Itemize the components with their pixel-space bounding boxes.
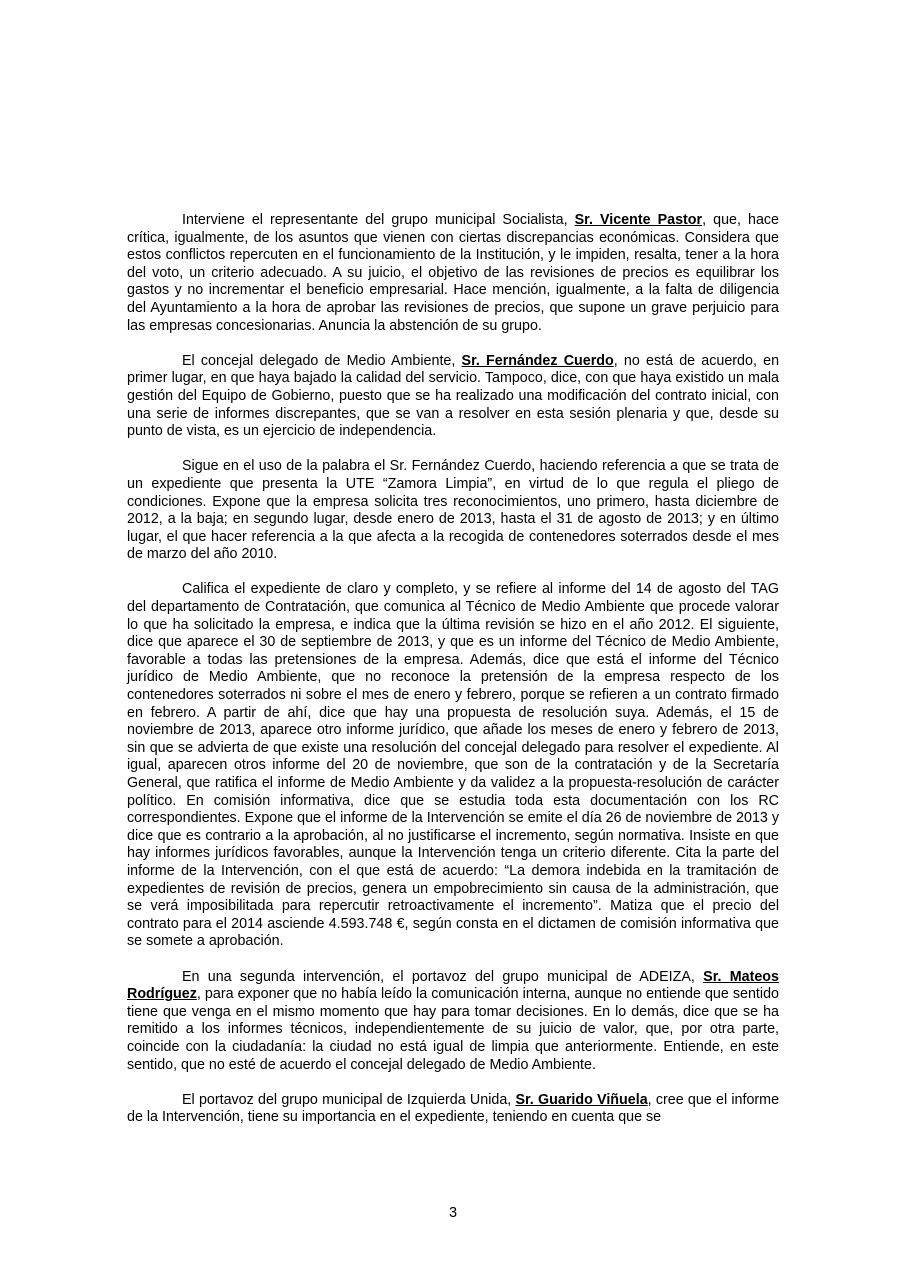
paragraph-run: El concejal delegado de Medio Ambiente, [182, 352, 462, 369]
person-name-ref: Sr. Vicente Pastor [574, 212, 703, 228]
paragraph [127, 969, 779, 1075]
person-name-ref: Sr. Fernández Cuerdo [461, 352, 614, 369]
person-name-ref: Sr. Mateos Rodríguez [127, 968, 779, 1003]
paragraph [127, 458, 779, 564]
paragraph-run: Sigue en el uso de la palabra el Sr. Fernández Cuerdo, haciendo referencia a que se trata de un expediente que presenta la UTE “Zamora Limpia”, en virtud de lo que regula el pliego de condiciones. Expone que la empresa solicita tres reconocimientos, uno primero, hasta diciembre de 2012, a la baja; en segundo lugar, desde enero de 2013, hasta el 31 de agosto de 2013; y en último lugar, el que hacer referencia a la que afecta a la recogida de contenedores soterrados desde el mes de marzo del año 2010. [127, 458, 779, 563]
paragraph-run: , no está de acuerdo, en primer lugar, en que haya bajado la calidad del servicio. Tampoco, dice, con que haya existido un mala gestión del Equipo de Gobierno, puesto que se ha realizado una modificación del contrato inicial, con una serie de informes discrepantes, que se van a resolver en esta sesión plenaria y que, desde su punto de vista, es un ejercicio de independencia. [127, 352, 780, 440]
document-body [127, 212, 779, 1127]
paragraph [127, 1092, 779, 1127]
paragraph-run: El portavoz del grupo municipal de Izquierda Unida, [182, 1091, 516, 1108]
paragraph-run: , que, hace crítica, igualmente, de los asuntos que vienen con ciertas discrepancias económicas. Considera que estos conflictos repercuten en el funcionamiento de la Institución, y le impiden, resalta, tener a la hora del voto, un criterio adecuado. A su juicio, el objetivo de las revisiones de precios es equilibrar los gastos y no incrementar el beneficio empresarial. Hace mención, igualmente, a la falta de diligencia del Ayuntamiento a la hora de aprobar las revisiones de precios, que supone un grave perjuicio para las empresas concesionarias. Anuncia la abstención de su grupo. [127, 212, 779, 334]
paragraph [127, 212, 779, 335]
paragraph-run: Califica el expediente de claro y completo, y se refiere al informe del 14 de agosto del TAG del departamento de Contratación, que comunica al Técnico de Medio Ambiente que procede valorar lo que ha solicitado la empresa, e indica que la última revisión se hizo en el año 2012. El siguiente, dice que aparece el 30 de septiembre de 2013, y que es un informe del Técnico de Medio Ambiente, favorable a todas las pretensiones de la empresa. Además, dice que está el informe del Técnico jurídico de Medio Ambiente, que no reconoce la pretensión de la empresa respecto de los contenedores soterrados ni sobre el mes de enero y febrero, porque se refieren a un contrato firmado en febrero. A partir de ahí, dice que hay una propuesta de resolución suya. Además, el 15 de noviembre de 2013, aparece otro informe jurídico, que añade los meses de enero y febrero de 2013, sin que se advierta de que existe una resolución del concejal delegado para resolver el expediente. Al igual, aparecen otros informe del 20 de noviembre, que son de la contratación y de la Secretaría General, que ratifica el informe de Medio Ambiente y da validez a la propuesta-resolución de carácter político. En comisión informativa, dice que se estudia toda esta documentación con los RC correspondientes. Expone que el informe de la Intervención se emite el día 26 de noviembre de 2013 y dice que es contrario a la aprobación, al no justificarse el incremento, según normativa. Insiste en que hay informes jurídicos favorables, aunque la Intervención tenga un criterio diferente. Cita la parte del informe de la Intervención, con el que está de acuerdo: “La demora indebida en la tramitación de expedientes de revisión de precios, genera un empobrecimiento sin causa de la administración, que se verá imposibilitada para repercutir retroactivamente el incremento”. Matiza que el precio del contrato para el 2014 asciende 4.593.748 €, según consta en el dictamen de comisión informativa que se somete a aprobación. [127, 581, 779, 950]
paragraph-run: Interviene el representante del grupo municipal Socialista, [182, 212, 575, 228]
paragraph-run: En una segunda intervención, el portavoz del grupo municipal de ADEIZA, [182, 968, 704, 985]
paragraph-run: , para exponer que no había leído la comunicación interna, aunque no entiende que sentido tiene que venga en el mismo momento que hay para tomar decisiones. En lo demás, dice que se ha remitido a los informes técnicos, independientemente de su juicio de valor, que, por otra parte, coincide con la ciudadanía: la ciudad no está igual de limpia que anteriormente. Entiende, en este sentido, que no esté de acuerdo el concejal delegado de Medio Ambiente. [127, 986, 779, 1073]
paragraph [127, 353, 779, 441]
page-number: 3 [448, 1205, 458, 1221]
paragraph [127, 581, 779, 950]
paragraph-run: , cree que el informe de la Intervención, tiene su importancia en el expediente, teniendo en cuenta que se [127, 1091, 780, 1126]
page-footer [0, 1205, 906, 1223]
person-name-ref: Sr. Guarido Viñuela [515, 1091, 648, 1108]
